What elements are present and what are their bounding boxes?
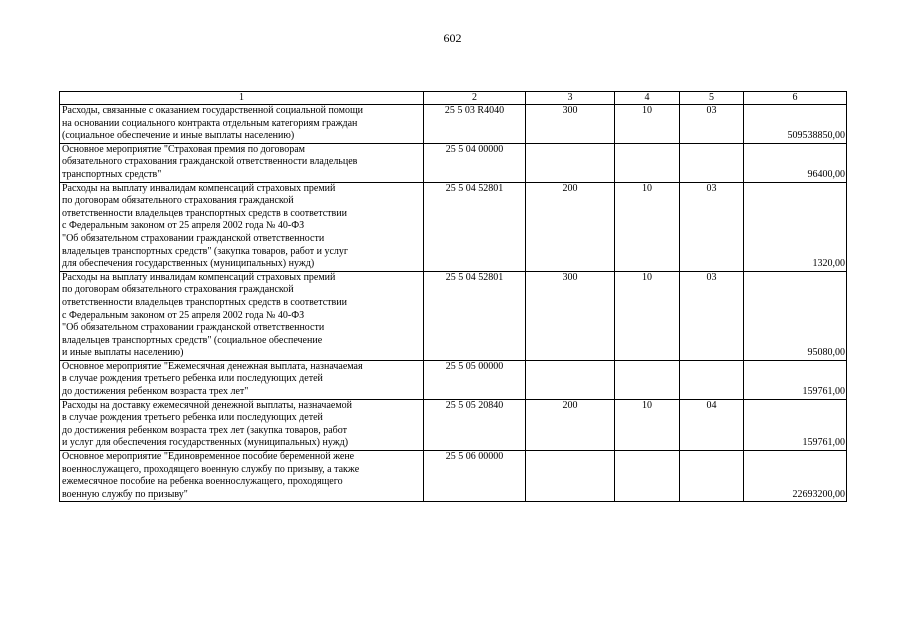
page-number: 602 <box>443 31 462 45</box>
row-name-cell: Расходы на доставку ежемесячной денежной выплаты, назначаемой в случае рождения третьего ребенка или последующих детей до достижения ребенком возраста трех лет (закупка товаров, работ и услуг для обеспечения государственных (муниципальных) нужд) <box>60 399 424 450</box>
table-row <box>60 399 847 450</box>
row-expense-type-cell: 300 <box>526 271 615 360</box>
row-subsection-cell: 03 <box>680 271 744 360</box>
row-amount-cell: 22693200,00 <box>744 451 847 502</box>
row-name-cell: Расходы на выплату инвалидам компенсаций страховых премий по договорам обязательного страхования гражданской ответственности владельцев транспортных средств в соответствии с Федеральным законом от 25 апреля 2002 года № 40-ФЗ "Об обязательном страховании гражданской ответственности владельцев транспортных средств" (социальное обеспечение и иные выплаты населению) <box>60 271 424 360</box>
header-cell-6: 6 <box>744 92 847 105</box>
header-cell-4: 4 <box>615 92 680 105</box>
row-expense-type-cell: 200 <box>526 399 615 450</box>
header-cell-3: 3 <box>526 92 615 105</box>
row-section-cell <box>615 143 680 182</box>
row-expense-type-cell: 300 <box>526 105 615 144</box>
row-name-cell: Основное мероприятие "Единовременное пособие беременной жене военнослужащего, проходящего военную службу по призыву, а также ежемесячное пособие на ребенка военнослужащего, проходящего военную службу по призыву" <box>60 451 424 502</box>
row-amount-cell: 159761,00 <box>744 360 847 399</box>
table-row <box>60 182 847 271</box>
row-subsection-cell: 03 <box>680 105 744 144</box>
row-subsection-cell <box>680 143 744 182</box>
row-section-cell: 10 <box>615 399 680 450</box>
table-row <box>60 143 847 182</box>
table-row <box>60 451 847 502</box>
row-code-cell: 25 5 04 52801 <box>424 271 526 360</box>
row-amount-cell: 95080,00 <box>744 271 847 360</box>
row-expense-type-cell <box>526 360 615 399</box>
row-section-cell: 10 <box>615 271 680 360</box>
row-code-cell: 25 5 05 00000 <box>424 360 526 399</box>
row-name-cell: Основное мероприятие "Страховая премия по договорам обязательного страхования гражданской ответственности владельцев транспортных средств" <box>60 143 424 182</box>
row-subsection-cell <box>680 360 744 399</box>
row-subsection-cell <box>680 451 744 502</box>
row-expense-type-cell <box>526 451 615 502</box>
budget-table-body <box>60 92 847 502</box>
table-row <box>60 360 847 399</box>
row-name-cell: Расходы на выплату инвалидам компенсаций страховых премий по договорам обязательного страхования гражданской ответственности владельцев транспортных средств в соответствии с Федеральным законом от 25 апреля 2002 года № 40-ФЗ "Об обязательном страховании гражданской ответственности владельцев транспортных средств" (закупка товаров, работ и услуг для обеспечения государственных (муниципальных) нужд) <box>60 182 424 271</box>
row-subsection-cell: 04 <box>680 399 744 450</box>
row-code-cell: 25 5 04 52801 <box>424 182 526 271</box>
row-code-cell: 25 5 05 20840 <box>424 399 526 450</box>
row-section-cell: 10 <box>615 105 680 144</box>
row-code-cell: 25 5 04 00000 <box>424 143 526 182</box>
table-row <box>60 271 847 360</box>
row-amount-cell: 1320,00 <box>744 182 847 271</box>
row-code-cell: 25 5 03 R4040 <box>424 105 526 144</box>
row-amount-cell: 96400,00 <box>744 143 847 182</box>
header-row <box>60 92 847 105</box>
row-subsection-cell: 03 <box>680 182 744 271</box>
header-cell-1: 1 <box>60 92 424 105</box>
header-cell-5: 5 <box>680 92 744 105</box>
row-section-cell: 10 <box>615 182 680 271</box>
header-cell-2: 2 <box>424 92 526 105</box>
row-name-cell: Основное мероприятие "Ежемесячная денежная выплата, назначаемая в случае рождения третьего ребенка или последующих детей до достижения ребенком возраста трех лет" <box>60 360 424 399</box>
row-section-cell <box>615 360 680 399</box>
table-row <box>60 105 847 144</box>
row-amount-cell: 509538850,00 <box>744 105 847 144</box>
budget-table <box>59 91 847 502</box>
row-expense-type-cell: 200 <box>526 182 615 271</box>
row-amount-cell: 159761,00 <box>744 399 847 450</box>
row-code-cell: 25 5 06 00000 <box>424 451 526 502</box>
row-expense-type-cell <box>526 143 615 182</box>
row-section-cell <box>615 451 680 502</box>
row-name-cell: Расходы, связанные с оказанием государственной социальной помощи на основании социального контракта отдельным категориям граждан (социальное обеспечение и иные выплаты населению) <box>60 105 424 144</box>
